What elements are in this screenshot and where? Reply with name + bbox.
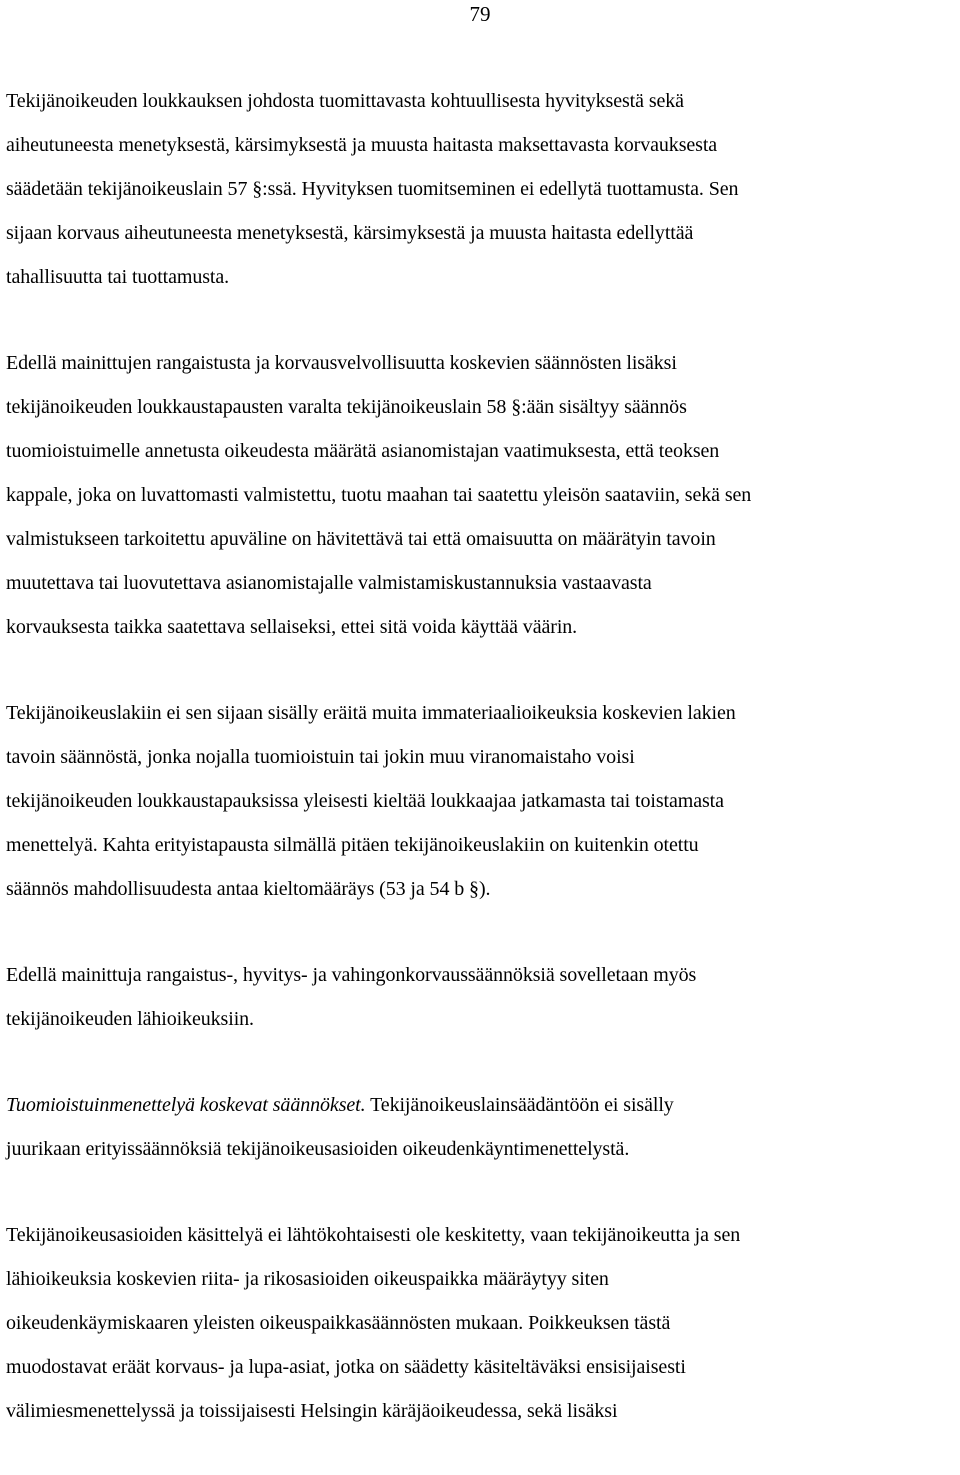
text-line: kappale, joka on luvattomasti valmistettu, tuotu maahan tai saatettu yleisön saataviin, sekä sen	[6, 484, 752, 506]
text-line: tahallisuutta tai tuottamusta.	[6, 266, 230, 288]
section-heading: Tuomioistuinmenettelyä koskevat säännökset.	[6, 1094, 366, 1116]
paragraph-neighbouring-rights	[6, 953, 958, 1041]
paragraph-injunction	[6, 691, 958, 911]
text-line: välimiesmenettelyssä ja toissijaisesti Helsingin käräjäoikeudessa, sekä lisäksi	[6, 1400, 618, 1422]
paragraph-destruction-order	[6, 341, 958, 649]
text-line: muutettava tai luovutettava asianomistajalle valmistamiskustannuksia vastaavasta	[6, 572, 652, 594]
text-line: säädetään tekijänoikeuslain 57 §:ssä. Hyvityksen tuomitseminen ei edellytä tuottamusta. Sen	[6, 178, 739, 200]
body-text	[6, 79, 958, 1475]
text-line: menettelyä. Kahta erityistapausta silmällä pitäen tekijänoikeuslakiin on kuitenkin otettu	[6, 834, 699, 856]
paragraph-jurisdiction	[6, 1213, 958, 1433]
text-run: Tekijänoikeuslainsäädäntöön ei sisälly	[365, 1094, 674, 1116]
text-line: Edellä mainittuja rangaistus-, hyvitys- ja vahingonkorvaussäännöksiä sovelletaan myös	[6, 964, 697, 986]
text-line: valmistukseen tarkoitettu apuväline on hävitettävä tai että omaisuutta on määrätyin tavoin	[6, 528, 716, 550]
text-line	[6, 1083, 958, 1127]
text-line: muodostavat eräät korvaus- ja lupa-asiat, jotka on säädetty käsiteltäväksi ensisijaisesti	[6, 1356, 686, 1378]
text-line: tekijänoikeuden loukkaustapauksissa yleisesti kieltää loukkaajaa jatkamasta tai toistamasta	[6, 790, 724, 812]
text-line: oikeudenkäymiskaaren yleisten oikeuspaikkasäännösten mukaan. Poikkeuksen tästä	[6, 1312, 671, 1334]
page-number: 79	[469, 2, 491, 26]
paragraph-court-procedure	[6, 1083, 958, 1171]
text-line: Tekijänoikeuslakiin ei sen sijaan sisälly eräitä muita immateriaalioikeuksia koskevien lakien	[6, 702, 736, 724]
paragraph-compensation	[6, 79, 958, 299]
text-line: tavoin säännöstä, jonka nojalla tuomioistuin tai jokin muu viranomaistaho voisi	[6, 746, 635, 768]
text-line: sijaan korvaus aiheutuneesta menetyksestä, kärsimyksestä ja muusta haitasta edellyttää	[6, 222, 694, 244]
text-line: tekijänoikeuden lähioikeuksiin.	[6, 1008, 254, 1030]
text-line: lähioikeuksia koskevien riita- ja rikosasioiden oikeuspaikka määräytyy siten	[6, 1268, 609, 1290]
text-line: tuomioistuimelle annetusta oikeudesta määrätä asianomistajan vaatimuksesta, että teoksen	[6, 440, 720, 462]
text-line: juurikaan erityissäännöksiä tekijänoikeusasioiden oikeudenkäyntimenettelystä.	[6, 1138, 630, 1160]
text-line: korvauksesta taikka saatettava sellaiseksi, ettei sitä voida käyttää väärin.	[6, 616, 578, 638]
text-line: tekijänoikeuden loukkaustapausten varalta tekijänoikeuslain 58 §:ään sisältyy säännös	[6, 396, 687, 418]
text-line: Tekijänoikeuden loukkauksen johdosta tuomittavasta kohtuullisesta hyvityksestä sekä	[6, 90, 684, 112]
text-line: Edellä mainittujen rangaistusta ja korvausvelvollisuutta koskevien säännösten lisäksi	[6, 352, 677, 374]
text-line: säännös mahdollisuudesta antaa kieltomääräys (53 ja 54 b §).	[6, 878, 491, 900]
text-line: Tekijänoikeusasioiden käsittelyä ei lähtökohtaisesti ole keskitetty, vaan tekijänoikeutta ja sen	[6, 1224, 741, 1246]
text-line: aiheutuneesta menetyksestä, kärsimyksestä ja muusta haitasta maksettavasta korvauksesta	[6, 134, 718, 156]
